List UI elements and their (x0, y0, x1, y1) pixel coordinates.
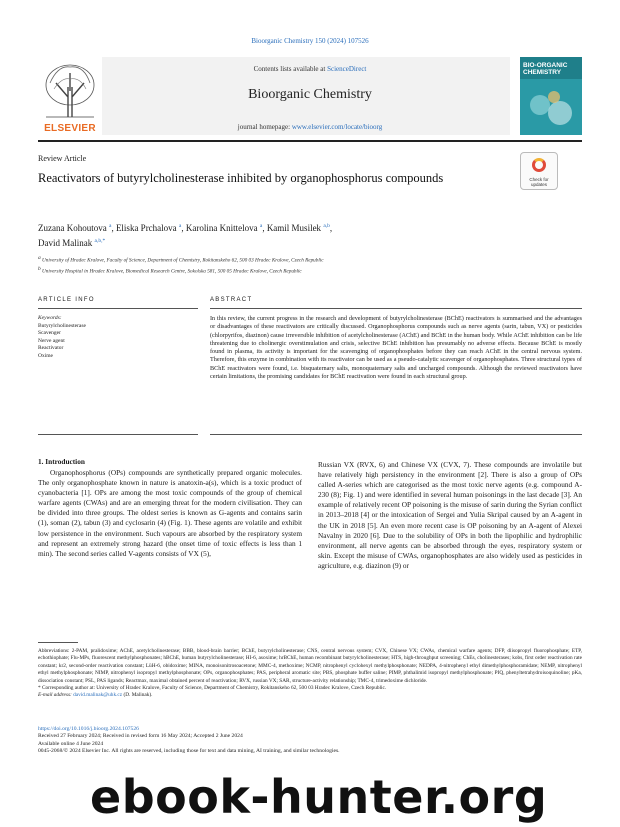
available-online: Available online 4 June 2024 (38, 740, 104, 747)
affiliation-text: University of Hradec Kralove, Faculty of Science, Department of Chemistry, Rokitanskeho 62, 500 03 Hradec Kralove, Czech Republic (42, 257, 324, 264)
author-affiliation-mark[interactable]: a,b (323, 223, 330, 229)
cover-artwork (520, 57, 582, 135)
abstract-bottom-rule (210, 434, 582, 435)
journal-name: Bioorganic Chemistry (248, 87, 372, 102)
sciencedirect-link[interactable]: ScienceDirect (327, 65, 367, 73)
elsevier-wordmark: ELSEVIER (44, 123, 96, 134)
article-type: Review Article (38, 154, 87, 163)
affiliation-mark: a (38, 255, 41, 261)
introduction-heading: 1. Introduction (38, 457, 85, 466)
email-footnote (38, 692, 582, 699)
email-suffix: (D. Malinak). (122, 692, 153, 699)
keyword-item: Nerve agent (38, 337, 65, 344)
homepage-link[interactable]: www.elsevier.com/locate/bioorg (291, 123, 383, 131)
journal-reference-link[interactable]: Bioorganic Chemistry 150 (2024) 107526 (251, 37, 369, 45)
keyword-item: Scavenger (38, 330, 61, 337)
author-name[interactable]: Zuzana Kohoutova (38, 223, 107, 233)
body-right-column: Russian VX (RVX, 6) and Chinese VX (CVX, 7). These compounds are involatile but have relatively high persistency in the environment [2]. There is also a group of OPs called A-series which are categorised as the most toxic nerve agents (e.g. compound A-230 (8); Fig. 1) and were identified in several human poisonings in the last decade [3]. An example of relatively recent OP poisoning is the misuse of sarin during the Syrian conflict in 2013–2018 [4] or the intoxication of Sergei and Yulia Skripal caused by an A-agent in the UK in 2018 [5]. An even more recent case is OP poisoning by an A-agent of Alexei Navalny in 2020 [6]. Due to the solubility of OPs in both the lipophilic and hydrophilic environment, all nerve agents can be absorbed through the eyes, respiratory system or skin. Except the misuse of CWAs, organophosphates are also widely used as pesticides in agriculture, e.g. diazinon (9) or (318, 460, 582, 570)
homepage-prefix: journal homepage: (237, 123, 292, 131)
article-info-rule (38, 308, 198, 309)
abstract-text: In this review, the current progress in the research and development of butyrylcholinesterase (BChE) reactivators is summarised and the advantages or disadvantages of these reactivators are critically discussed. Organophosphorus compounds such as nerve agents (sarin, tabun, VX) or pesticides (chlorpyrifos, diazinon) cause irreversible inhibition of acetylcholinesterase (AChE) and BChE in the human body. While AChE inhibition can be life threatening due to cholinergic overstimulation and crisis, selective BChE inhibition has presumably no adverse effects. Because BChE is mostly found in plasma, its activity is important for the scavenging of organophosphates before they can reach AChE in the central nervous system. Therefore, this enzyme in combination with its reactivator can be used as a pseudo-catalytic scavenger of organophosphates. Three structural types of BChE reactivators were found, i.e. bisquaternary salts, monoquaternary salts and uncharged compounds. Although the reviewed reactivators have certain limitations, the promising candidates for BChE reactivation were found in each structural group. (210, 315, 582, 381)
header-rule (38, 140, 582, 142)
email-link[interactable]: david.malinak@uhk.cz (73, 692, 123, 699)
crossmark-icon (532, 158, 546, 172)
footnote-rule (38, 642, 78, 643)
affiliations (38, 254, 582, 275)
author-list: Zuzana Kohoutova $^a$, Eliska Prchalova $^a$, Karolina Knittelova $^a$, Kamil Musilek $^{a,b}$, David Malinak $^{a,b,*}$ (38, 223, 333, 248)
received-dates: Received 27 February 2024; Received in revised form 16 May 2024; Accepted 2 June 2024 (38, 733, 243, 740)
author-name[interactable]: Karolina Knittelova (185, 223, 258, 233)
crossmark-label: Check for updates (529, 177, 549, 187)
keywords-list (38, 323, 86, 360)
keyword-item: Butyrylcholinesterase (38, 323, 86, 329)
affiliation-text: University Hospital in Hradec Kralove, Biomedical Research Centre, Sokolska 581, 500 05 Hradec Kralove, Czech Republic (42, 268, 302, 275)
author-affiliation-mark[interactable]: a,b,* (94, 238, 106, 244)
corresponding-author-footnote: * Corresponding author at: University of Hradec Kralove, Faculty of Science, Department of Chemistry, Rokitanskeho 62, 500 03 Hradec Kralove, Czech Republic. (38, 685, 387, 692)
article-info-heading: ARTICLE INFO (38, 297, 95, 303)
author-affiliation-mark[interactable]: a (259, 223, 263, 229)
doi-link[interactable]: https://doi.org/10.1016/j.bioorg.2024.107526 (38, 726, 139, 732)
abstract-heading: ABSTRACT (210, 297, 253, 303)
author-name[interactable]: Eliska Prchalova (115, 223, 177, 233)
copyright-notice: 0045-2068/© 2024 Elsevier Inc. All rights are reserved, including those for text and data mining, AI training, and similar technologies. (38, 748, 340, 755)
watermark-text: ebook-hunter.org (90, 770, 548, 824)
keyword-item: Reactivator (38, 345, 64, 352)
article-info-bottom-rule (38, 434, 198, 435)
body-left-column: Organophosphorus (OPs) compounds are synthetically prepared organic molecules. The only organophosphate known in nature is anatoxin-a(s), which is a toxic product of cyanobacteria [1]. OPs are among the most toxic compounds of the group of chemical warfare agents (CWAs) and are an emerging threat for the modern civilisation. They can be divided into three groups. The oldest series is known as G-agents and contains sarin (1), soman (2), tabun (3) and cyclosarin (4) (Fig. 1). These agents are volatile and exhibit low persistence in the environment. Such vapours are absorbed by the respiratory system and represent an extremely strong hazard (the onset time of toxic effects is less than 1 min). The second series called V-agents consists of VX (5), (38, 468, 302, 558)
keywords-label: Keywords: (38, 315, 62, 321)
contents-prefix: Contents lists available at (253, 65, 328, 73)
author-name[interactable]: Kamil Musilek (266, 223, 322, 233)
article-metadata (38, 726, 582, 756)
author-affiliation-mark[interactable]: a (178, 223, 182, 229)
affiliation-item (38, 254, 582, 265)
affiliation-item (38, 265, 582, 276)
affiliation-mark: b (38, 265, 41, 272)
author-name[interactable]: David Malinak (38, 238, 93, 248)
footnotes (38, 648, 582, 700)
email-label: E-mail address: (38, 692, 74, 699)
abbreviations-footnote: Abbreviations: 2-PAM, pralidoxime; AChE, acetylcholinesterase; BBB, blood-brain barrier; BChE, butyrylcholinesterase; CNS, central nervous system; CVX, Chinese VX; CWAs, chemical warfare agents; DFP, diisopropyl fluorophosphate; ETP, echothiophate; Flu-MPs, fluorescent methylphosphonates; hBChE, human butyrylcholinesterase; HI-6, asoxime; hrBChE, human recombinant butyrylcholinesterase; HTS, high-throughput screening; ChEs, cholinesterases; kobs, first order reactivation rate constant; kr2, second-order reactivation constant; LüH-6, obidoxime; MINA, monoisonitrosoacetone; MMC-4, methoxime; NCMP, nitrophenyl cyclohexyl methylphosphonate; NEDPA, 4-nitrophenyl ethyl dimethylphosphoramidate; NEMP, nitrophenyl ethyl methylphosphonate; NIMP, nitrophenyl isopropyl methylphosphonate; OPs, organophosphates; PAS, peripheral aromatic site; PBS, phosphate buffer saline; PIMP, phthalimid isopropyl methylphosphonate; PIQ, phenyltetrahydroisoquinoline; pKa, dissociation constant; PSL, PAS ligands; Reactmax, maximal obtained percent of reactivation; RVX, russian VX; SAR, structure-activity relationship; TMC-4, trimedoxime dichloride. (38, 648, 582, 684)
article-title: Reactivators of butyrylcholinesterase inhibited by organophosphorus compounds (38, 171, 444, 185)
keyword-item: Oxime (38, 352, 53, 359)
abstract-rule (210, 308, 582, 309)
cover-title: BIO-ORGANIC CHEMISTRY (523, 62, 568, 76)
journal-cover-image[interactable] (520, 57, 582, 135)
author-affiliation-mark[interactable]: a (108, 223, 112, 229)
check-for-updates-button[interactable] (520, 152, 558, 190)
